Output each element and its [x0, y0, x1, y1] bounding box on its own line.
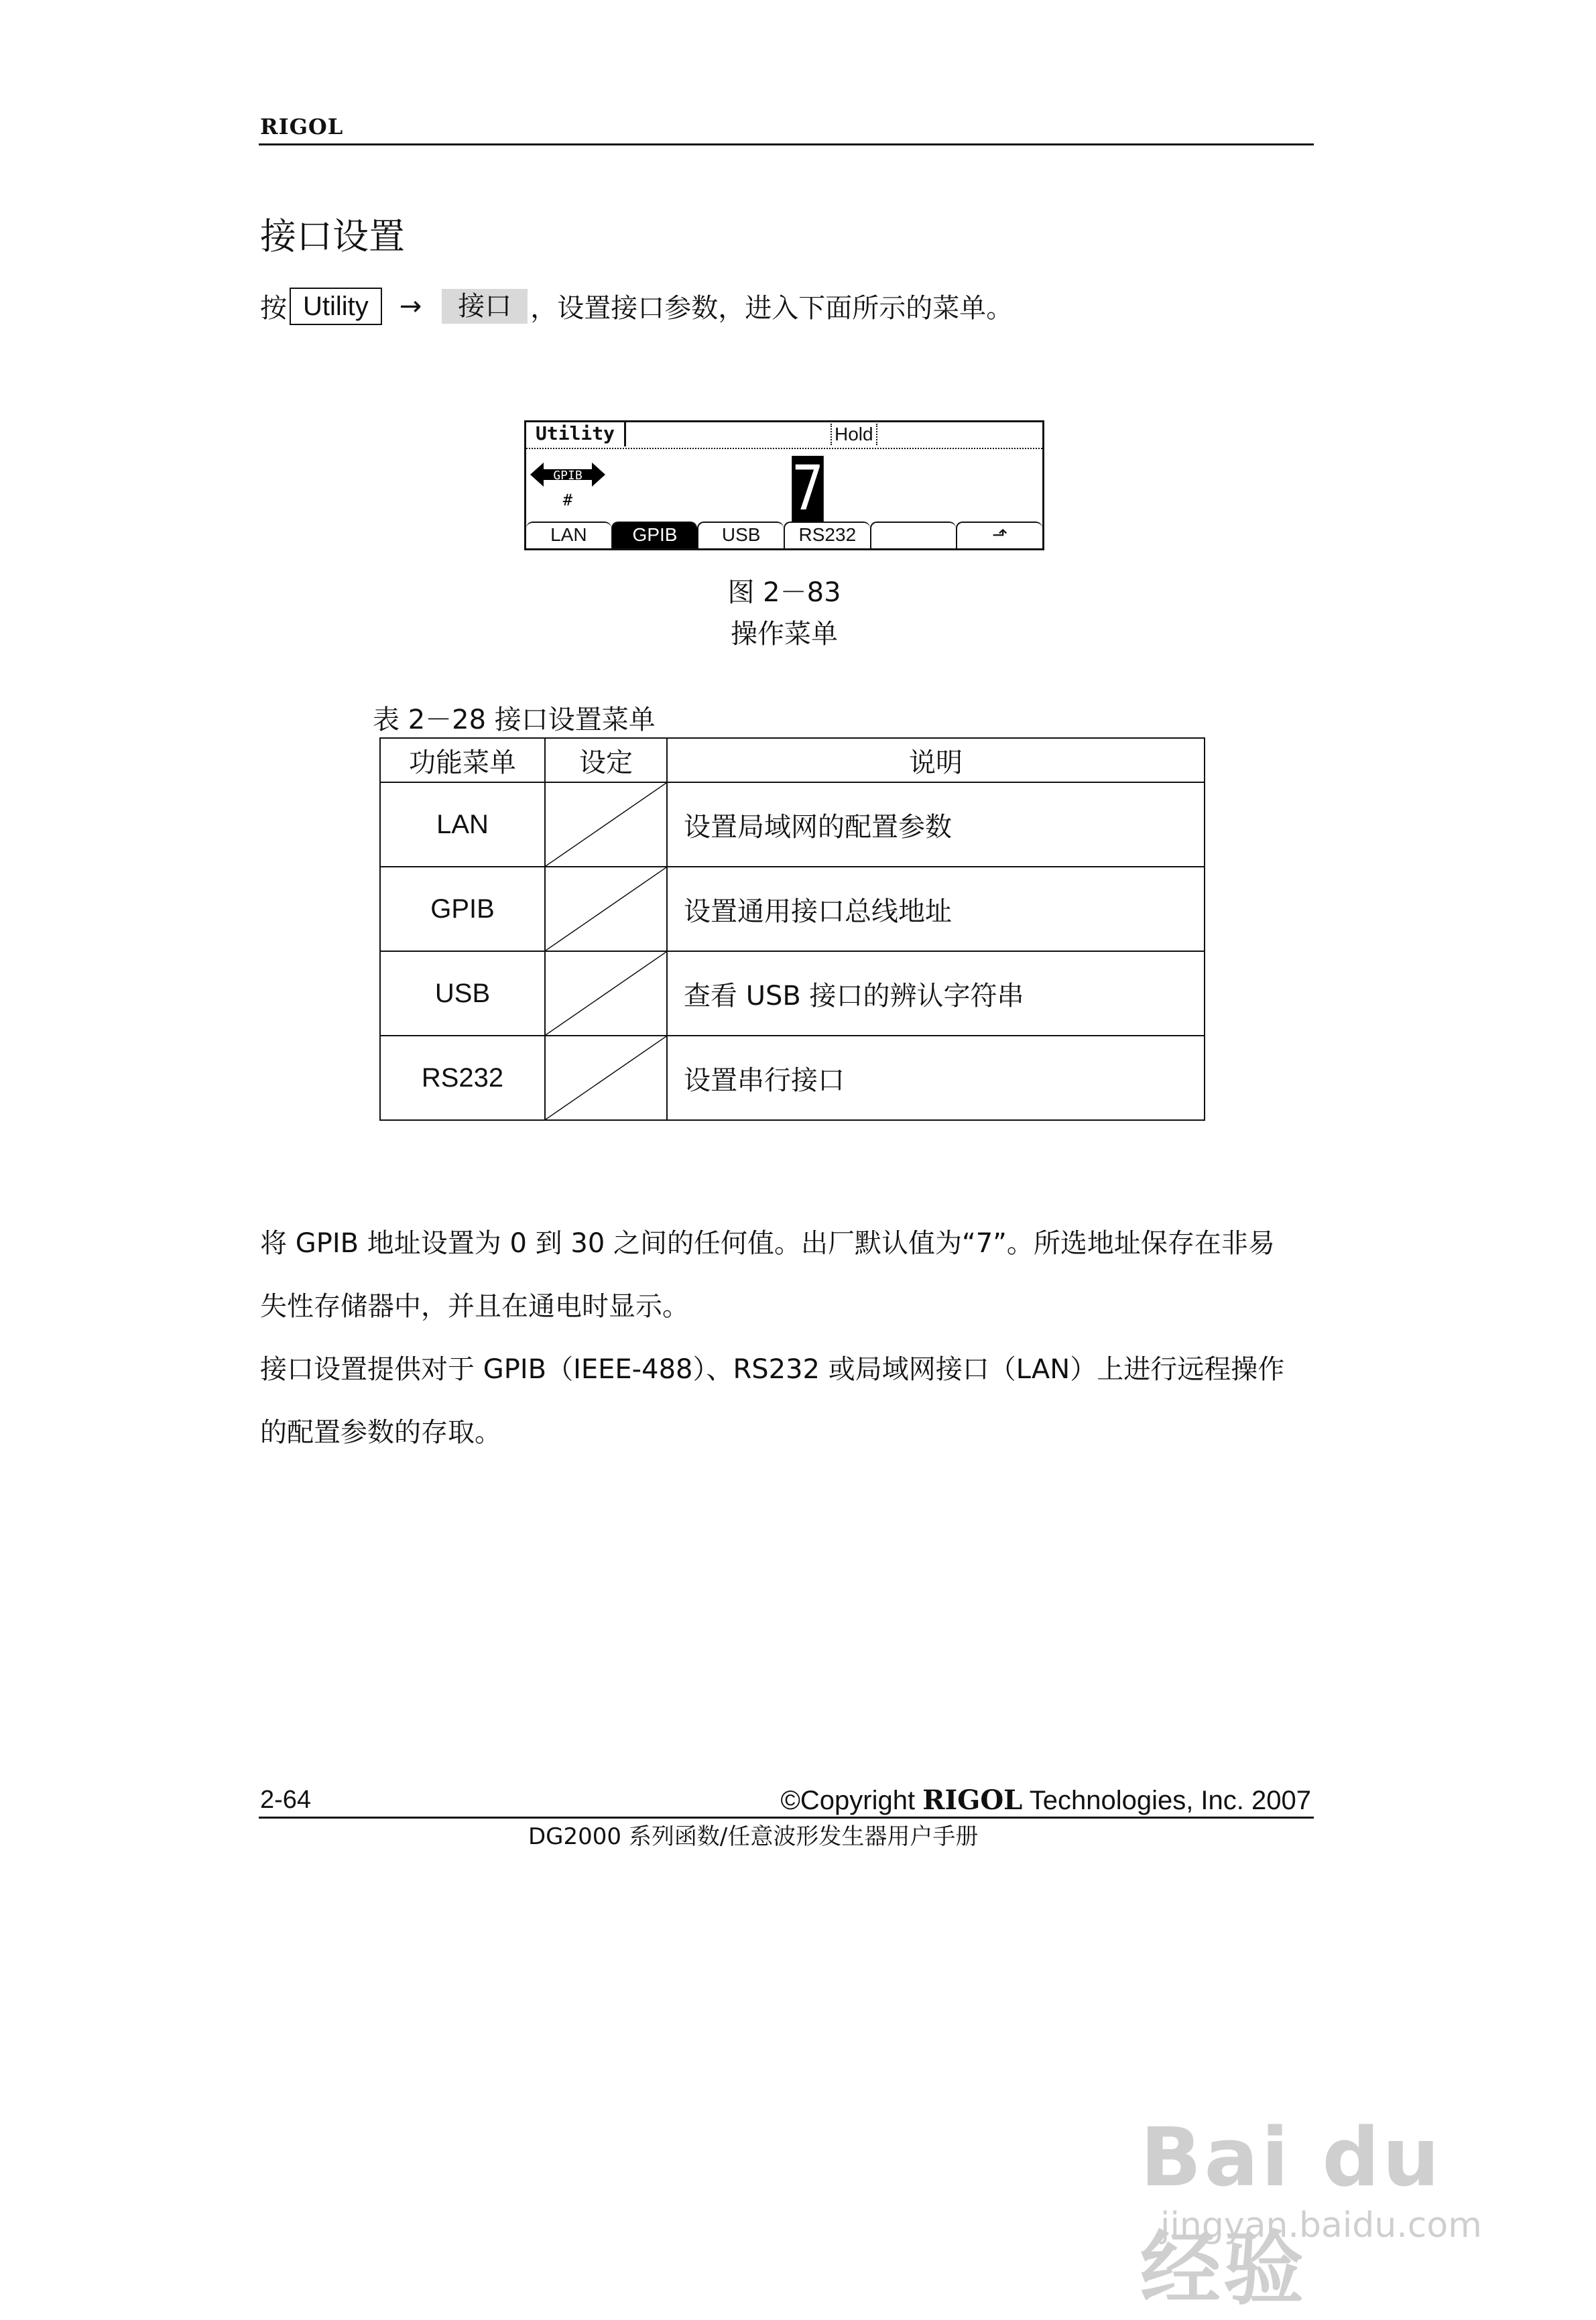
setting-cell [545, 867, 667, 951]
utility-key: Utility [290, 288, 382, 325]
description-cell: 查看 USB 接口的辨认字符串 [667, 951, 1205, 1036]
softkey-rs232: RS232 [784, 522, 870, 548]
manual-title: DG2000 系列函数/任意波形发生器用户手册 [528, 1823, 979, 1850]
menu-cell: USB [380, 951, 545, 1036]
softkey-empty [870, 522, 957, 548]
menu-cell: GPIB [380, 867, 545, 951]
intro-suffix: ，设置接口参数，进入下面所示的菜单。 [530, 293, 1014, 324]
header-menu: 功能菜单 [380, 738, 545, 782]
setting-cell [545, 782, 667, 867]
intro-prefix: 按 [260, 293, 287, 324]
menu-cell: RS232 [380, 1036, 545, 1120]
watermark-url: jingyan.baidu.com [1160, 2205, 1482, 2246]
lcd-title: Utility [526, 422, 626, 446]
paragraph-line: 失性存储器中，并且在通电时显示。 [260, 1291, 689, 1322]
paragraph-gpib-address [260, 1212, 1315, 1338]
diagonal-slash [546, 783, 666, 866]
table-row [380, 1036, 1205, 1120]
page-number: 2-64 [260, 1786, 312, 1814]
lcd-status-bar [526, 422, 1042, 449]
table-row [380, 782, 1205, 867]
brand-logo: RIGOL [260, 114, 344, 139]
table-header-row [380, 738, 1205, 782]
description-cell: 设置通用接口总线地址 [667, 867, 1205, 951]
softkey-usb: USB [697, 522, 784, 548]
header-setting: 设定 [545, 738, 667, 782]
watermark-logo: Bai du 经验 [1140, 2112, 1442, 2316]
setting-cell [545, 951, 667, 1036]
softkey-lan: LAN [526, 522, 611, 548]
header-description: 说明 [667, 738, 1205, 782]
diagonal-slash [546, 867, 666, 951]
description-cell: 设置局域网的配置参数 [667, 782, 1205, 867]
lcd-screen [524, 420, 1044, 550]
copyright-prefix: ©Copyright [780, 1786, 923, 1815]
gpib-icon-sub: # [562, 491, 573, 509]
softkey-return-icon: ⬏ [956, 522, 1042, 548]
table-row [380, 951, 1205, 1036]
diagonal-slash [546, 1036, 666, 1119]
header-rule [259, 143, 1314, 145]
lcd-softkey-row [526, 522, 1042, 548]
figure-caption: 操作菜单 [731, 619, 838, 650]
paragraph-line: 接口设置提供对于 GPIB（IEEE-488）、RS232 或局域网接口（LAN）上进行远程操作 [260, 1354, 1285, 1385]
lcd-hold-status: Hold [831, 424, 877, 445]
gpib-arrow-icon [530, 460, 605, 515]
copyright-suffix: Technologies, Inc. 2007 [1022, 1786, 1311, 1815]
description-cell: 设置串行接口 [667, 1036, 1205, 1120]
softkey-gpib: GPIB [611, 522, 698, 548]
diagonal-slash [546, 952, 666, 1035]
setting-cell [545, 1036, 667, 1120]
menu-cell: LAN [380, 782, 545, 867]
intro-line [260, 287, 1013, 325]
gpib-address-value: 7 [792, 452, 824, 524]
copyright-brand: RIGOL [922, 1784, 1023, 1816]
interface-softkey: 接口 [442, 289, 528, 324]
copyright-line [780, 1784, 1311, 1816]
baidu-watermark [1140, 2112, 1516, 2316]
interface-menu-table [379, 737, 1205, 1121]
paragraph-line: 的配置参数的存取。 [260, 1417, 501, 1448]
gpib-icon-label: GPIB [553, 469, 582, 483]
table-caption: 表 2－28 接口设置菜单 [373, 705, 656, 735]
table-row [380, 867, 1205, 951]
paragraph-line: 将 GPIB 地址设置为 0 到 30 之间的任何值。出厂默认值为“7”。所选地址保存在非易 [260, 1228, 1275, 1259]
arrow-icon: → [399, 290, 422, 322]
section-title: 接口设置 [260, 215, 405, 257]
paragraph-interface-config [260, 1338, 1315, 1464]
figure-number: 图 2－83 [727, 577, 841, 608]
